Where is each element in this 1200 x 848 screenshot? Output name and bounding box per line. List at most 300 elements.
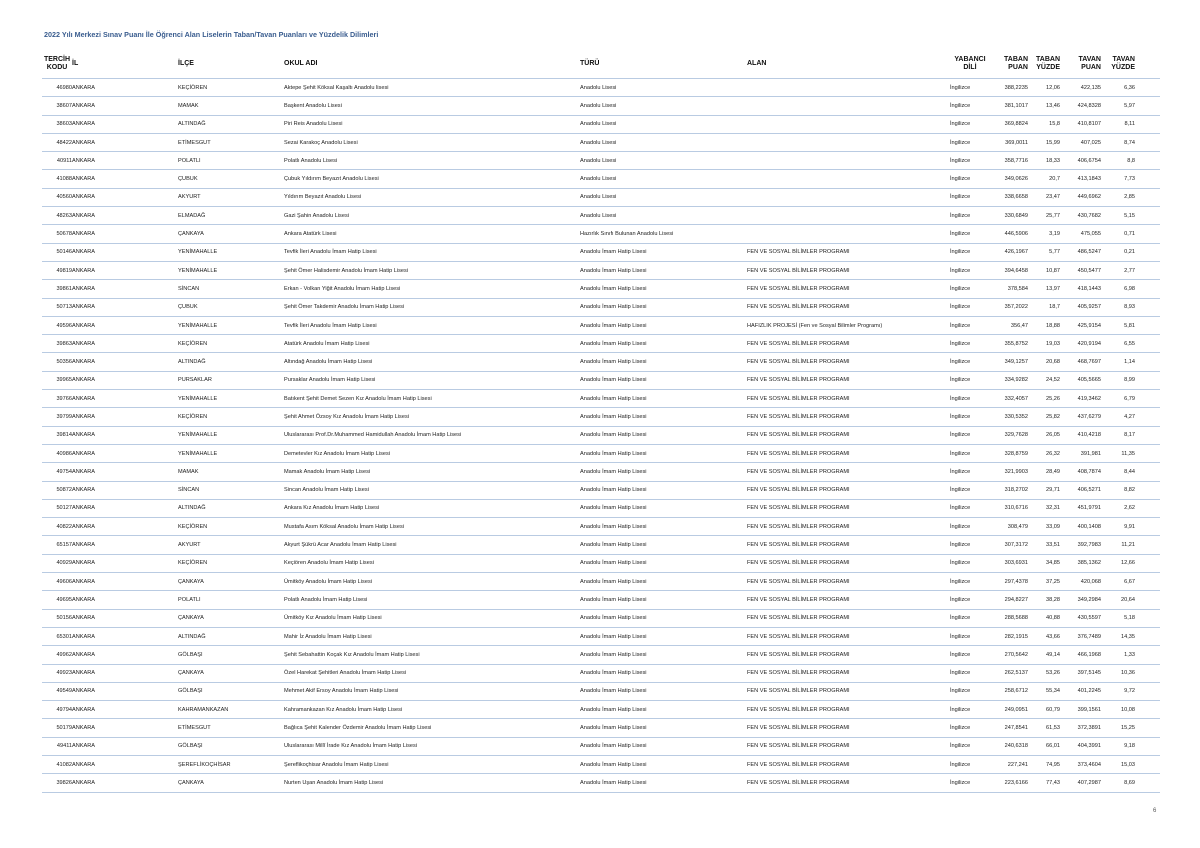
cell-turu: Anadolu İmam Hatip Lisesi [580,463,747,481]
cell-padding [1135,573,1160,591]
cell-okul: Özel Harekat Şehitleri Anadolu İmam Hatip Lisesi [284,664,580,682]
header-alan: ALAN [747,60,767,67]
cell-turu: Anadolu Lisesi [580,115,747,133]
cell-turu: Anadolu İmam Hatip Lisesi [580,755,747,773]
cell-dil: İngilizce [950,591,990,609]
cell-padding [1135,701,1160,719]
cell-okul: Atatürk Anadolu İmam Hatip Lisesi [284,335,580,353]
cell-kod: 49794 [42,701,72,719]
cell-okul: Tevfik İleri Anadolu İmam Hatip Lisesi [284,316,580,334]
cell-taban-puan: 358,7716 [990,152,1028,170]
cell-okul: Ankara Atatürk Lisesi [284,225,580,243]
cell-tavan-puan: 399,1561 [1060,701,1101,719]
cell-taban-puan: 223,6166 [990,774,1028,792]
cell-alan: FEN VE SOSYAL BİLİMLER PROGRAMI [747,627,950,645]
cell-taban-puan: 338,6658 [990,188,1028,206]
cell-padding [1135,170,1160,188]
table-row [42,664,1160,682]
cell-ilce: ÇANKAYA [178,664,284,682]
cell-turu: Anadolu İmam Hatip Lisesi [580,682,747,700]
cell-il: ANKARA [72,536,178,554]
table-row [42,737,1160,755]
cell-taban-puan: 247,8541 [990,719,1028,737]
cell-padding [1135,79,1160,97]
cell-alan: FEN VE SOSYAL BİLİMLER PROGRAMI [747,353,950,371]
cell-taban-yuzde: 60,79 [1028,701,1060,719]
cell-tavan-puan: 450,5477 [1060,261,1101,279]
cell-padding [1135,664,1160,682]
cell-turu: Anadolu İmam Hatip Lisesi [580,499,747,517]
cell-padding [1135,554,1160,572]
cell-ilce: MAMAK [178,97,284,115]
cell-dil: İngilizce [950,627,990,645]
cell-turu: Anadolu İmam Hatip Lisesi [580,664,747,682]
cell-okul: Keçiören Anadolu İmam Hatip Lisesi [284,554,580,572]
cell-taban-puan: 332,4057 [990,390,1028,408]
cell-taban-puan: 321,9903 [990,463,1028,481]
cell-alan: FEN VE SOSYAL BİLİMLER PROGRAMI [747,755,950,773]
cell-tavan-yuzde: 11,21 [1101,536,1135,554]
cell-kod: 49596 [42,316,72,334]
cell-il: ANKARA [72,353,178,371]
cell-dil: İngilizce [950,536,990,554]
cell-alan: FEN VE SOSYAL BİLİMLER PROGRAMI [747,554,950,572]
cell-alan [747,207,950,225]
cell-ilce: AKYURT [178,188,284,206]
cell-tavan-yuzde: 8,82 [1101,481,1135,499]
cell-tavan-yuzde: 14,35 [1101,627,1135,645]
cell-taban-yuzde: 32,31 [1028,499,1060,517]
cell-il: ANKARA [72,701,178,719]
cell-ilce: YENİMAHALLE [178,261,284,279]
cell-okul: Çubuk Yıldırım Beyazıt Anadolu Lisesi [284,170,580,188]
cell-taban-puan: 349,0626 [990,170,1028,188]
cell-dil: İngilizce [950,261,990,279]
cell-alan: HAFIZLIK PROJESİ (Fen ve Sosyal Bilimler Programı) [747,316,950,334]
cell-il: ANKARA [72,261,178,279]
cell-kod: 50713 [42,298,72,316]
cell-taban-yuzde: 33,09 [1028,518,1060,536]
cell-il: ANKARA [72,463,178,481]
cell-taban-yuzde: 13,97 [1028,280,1060,298]
cell-padding [1135,298,1160,316]
cell-alan: FEN VE SOSYAL BİLİMLER PROGRAMI [747,444,950,462]
cell-alan: FEN VE SOSYAL BİLİMLER PROGRAMI [747,261,950,279]
cell-il: ANKARA [72,646,178,664]
header-tavan-yuzde-line1: TAVAN [1112,56,1135,63]
cell-alan [747,152,950,170]
cell-tavan-puan: 420,068 [1060,573,1101,591]
cell-turu: Anadolu İmam Hatip Lisesi [580,243,747,261]
cell-dil: İngilizce [950,335,990,353]
cell-il: ANKARA [72,152,178,170]
cell-padding [1135,316,1160,334]
cell-kod: 40986 [42,444,72,462]
table-row [42,518,1160,536]
cell-il: ANKARA [72,390,178,408]
cell-tavan-puan: 430,5597 [1060,609,1101,627]
cell-dil: İngilizce [950,243,990,261]
cell-tavan-yuzde: 8,99 [1101,371,1135,389]
cell-taban-yuzde: 10,87 [1028,261,1060,279]
cell-taban-yuzde: 15,99 [1028,133,1060,151]
cell-kod: 50179 [42,719,72,737]
cell-okul: Erkan - Volkan Yiğit Anadolu İmam Hatip Lisesi [284,280,580,298]
cell-tavan-puan: 408,7874 [1060,463,1101,481]
cell-taban-yuzde: 43,66 [1028,627,1060,645]
cell-taban-puan: 310,6716 [990,499,1028,517]
cell-kod: 65157 [42,536,72,554]
cell-tavan-yuzde: 2,85 [1101,188,1135,206]
cell-dil: İngilizce [950,225,990,243]
cell-turu: Anadolu Lisesi [580,79,747,97]
cell-taban-puan: 282,1915 [990,627,1028,645]
cell-taban-yuzde: 25,77 [1028,207,1060,225]
cell-taban-puan: 369,0011 [990,133,1028,151]
table-row [42,682,1160,700]
cell-il: ANKARA [72,371,178,389]
cell-kod: 39861 [42,280,72,298]
cell-ilce: ŞEREFLİKOÇHİSAR [178,755,284,773]
cell-kod: 50356 [42,353,72,371]
cell-padding [1135,188,1160,206]
cell-taban-puan: 307,3172 [990,536,1028,554]
cell-taban-yuzde: 33,51 [1028,536,1060,554]
cell-taban-yuzde: 25,26 [1028,390,1060,408]
header-tavan-puan-line1: TAVAN [1078,56,1101,63]
schools-table [42,79,1160,793]
cell-alan: FEN VE SOSYAL BİLİMLER PROGRAMI [747,701,950,719]
cell-il: ANKARA [72,664,178,682]
cell-dil: İngilizce [950,518,990,536]
cell-taban-yuzde: 55,34 [1028,682,1060,700]
table-row [42,536,1160,554]
cell-kod: 40929 [42,554,72,572]
cell-il: ANKARA [72,573,178,591]
cell-dil: İngilizce [950,444,990,462]
cell-ilce: ALTINDAĞ [178,353,284,371]
cell-ilce: KEÇİÖREN [178,554,284,572]
table-row [42,554,1160,572]
cell-tavan-yuzde: 0,71 [1101,225,1135,243]
cell-tavan-yuzde: 9,72 [1101,682,1135,700]
cell-kod: 39863 [42,335,72,353]
cell-padding [1135,682,1160,700]
cell-kod: 50127 [42,499,72,517]
cell-taban-yuzde: 28,49 [1028,463,1060,481]
cell-taban-yuzde: 40,88 [1028,609,1060,627]
cell-tavan-yuzde: 5,18 [1101,609,1135,627]
cell-taban-yuzde: 29,71 [1028,481,1060,499]
cell-ilce: ÇANKAYA [178,225,284,243]
table-row [42,755,1160,773]
header-okul-adi: OKUL ADI [284,60,318,67]
cell-tavan-yuzde: 4,27 [1101,408,1135,426]
cell-tavan-puan: 400,1408 [1060,518,1101,536]
cell-kod: 49962 [42,646,72,664]
cell-alan: FEN VE SOSYAL BİLİMLER PROGRAMI [747,609,950,627]
cell-alan: FEN VE SOSYAL BİLİMLER PROGRAMI [747,463,950,481]
cell-taban-puan: 308,479 [990,518,1028,536]
cell-alan: FEN VE SOSYAL BİLİMLER PROGRAMI [747,536,950,554]
cell-dil: İngilizce [950,79,990,97]
cell-kod: 39799 [42,408,72,426]
cell-padding [1135,97,1160,115]
cell-dil: İngilizce [950,408,990,426]
cell-tavan-puan: 406,5271 [1060,481,1101,499]
cell-taban-yuzde: 24,52 [1028,371,1060,389]
table-row [42,188,1160,206]
cell-taban-yuzde: 61,53 [1028,719,1060,737]
cell-tavan-yuzde: 2,77 [1101,261,1135,279]
cell-turu: Anadolu İmam Hatip Lisesi [580,335,747,353]
cell-ilce: GÖLBAŞI [178,646,284,664]
cell-turu: Anadolu Lisesi [580,207,747,225]
cell-turu: Anadolu İmam Hatip Lisesi [580,408,747,426]
cell-okul: Altındağ Anadolu İmam Hatip Lisesi [284,353,580,371]
cell-turu: Anadolu İmam Hatip Lisesi [580,646,747,664]
cell-turu: Anadolu İmam Hatip Lisesi [580,737,747,755]
cell-okul: Tevfik İleri Anadolu İmam Hatip Lisesi [284,243,580,261]
cell-turu: Anadolu İmam Hatip Lisesi [580,591,747,609]
table-row [42,97,1160,115]
cell-okul: Pursaklar Anadolu İmam Hatip Lisesi [284,371,580,389]
cell-kod: 49411 [42,737,72,755]
cell-tavan-puan: 486,5247 [1060,243,1101,261]
cell-taban-puan: 330,6849 [990,207,1028,225]
cell-kod: 40560 [42,188,72,206]
cell-alan [747,79,950,97]
table-row [42,280,1160,298]
cell-taban-puan: 394,6458 [990,261,1028,279]
cell-tavan-puan: 373,4604 [1060,755,1101,773]
cell-dil: İngilizce [950,353,990,371]
cell-ilce: ETİMESGUT [178,133,284,151]
cell-taban-puan: 381,1017 [990,97,1028,115]
cell-ilce: SİNCAN [178,481,284,499]
table-row [42,609,1160,627]
cell-alan: FEN VE SOSYAL BİLİMLER PROGRAMI [747,591,950,609]
cell-kod: 46980 [42,79,72,97]
cell-okul: Mehmet Akif Ersoy Anadolu İmam Hatip Lisesi [284,682,580,700]
cell-okul: Mamak Anadolu İmam Hatip Lisesi [284,463,580,481]
cell-taban-yuzde: 37,25 [1028,573,1060,591]
cell-alan: FEN VE SOSYAL BİLİMLER PROGRAMI [747,682,950,700]
table-body [42,79,1160,792]
cell-taban-puan: 446,5906 [990,225,1028,243]
cell-taban-puan: 227,241 [990,755,1028,773]
cell-okul: Yıldırım Beyazıt Anadolu Lisesi [284,188,580,206]
cell-padding [1135,646,1160,664]
cell-kod: 38603 [42,115,72,133]
cell-alan [747,97,950,115]
cell-okul: Demetevler Kız Anadolu İmam Hatip Lisesi [284,444,580,462]
table-row [42,646,1160,664]
cell-il: ANKARA [72,591,178,609]
cell-taban-yuzde: 19,03 [1028,335,1060,353]
cell-okul: Uluslararası Prof.Dr.Muhammed Hamidullah Anadolu İmam Hatip Lisesi [284,426,580,444]
cell-tavan-puan: 406,6754 [1060,152,1101,170]
cell-padding [1135,737,1160,755]
cell-okul: Polatlı Anadolu Lisesi [284,152,580,170]
cell-dil: İngilizce [950,371,990,389]
document-title: 2022 Yılı Merkezi Sınav Puanı İle Öğrenci Alan Liselerin Taban/Tavan Puanları ve Yüzdelik Dilimleri [44,30,379,39]
cell-okul: Uluslararası Millî İrade Kız Anadolu İmam Hatip Lisesi [284,737,580,755]
header-yabanci-dili-line2: DİLİ [963,64,977,71]
cell-padding [1135,390,1160,408]
cell-ilce: YENİMAHALLE [178,316,284,334]
cell-dil: İngilizce [950,316,990,334]
header-taban-puan-line1: TABAN [1004,56,1028,63]
cell-dil: İngilizce [950,152,990,170]
cell-tavan-puan: 419,3462 [1060,390,1101,408]
header-turu: TÜRÜ [580,60,600,67]
cell-tavan-puan: 418,1443 [1060,280,1101,298]
cell-il: ANKARA [72,115,178,133]
cell-tavan-yuzde: 10,08 [1101,701,1135,719]
cell-dil: İngilizce [950,719,990,737]
cell-il: ANKARA [72,737,178,755]
table-row [42,152,1160,170]
cell-tavan-puan: 405,9257 [1060,298,1101,316]
cell-taban-yuzde: 26,32 [1028,444,1060,462]
cell-kod: 39826 [42,774,72,792]
cell-tavan-yuzde: 6,79 [1101,390,1135,408]
cell-alan: FEN VE SOSYAL BİLİMLER PROGRAMI [747,664,950,682]
cell-dil: İngilizce [950,426,990,444]
cell-padding [1135,518,1160,536]
cell-tavan-yuzde: 15,25 [1101,719,1135,737]
cell-alan: FEN VE SOSYAL BİLİMLER PROGRAMI [747,298,950,316]
cell-kod: 50146 [42,243,72,261]
cell-kod: 49606 [42,573,72,591]
cell-tavan-yuzde: 8,74 [1101,133,1135,151]
cell-tavan-yuzde: 8,11 [1101,115,1135,133]
cell-alan: FEN VE SOSYAL BİLİMLER PROGRAMI [747,573,950,591]
cell-padding [1135,591,1160,609]
cell-kod: 50678 [42,225,72,243]
table-row [42,627,1160,645]
table-row [42,115,1160,133]
cell-okul: Şehit Ahmet Özsoy Kız Anadolu İmam Hatip Lisesi [284,408,580,426]
cell-tavan-puan: 410,4218 [1060,426,1101,444]
cell-okul: Ümitköy Anadolu İmam Hatip Lisesi [284,573,580,591]
cell-tavan-yuzde: 7,73 [1101,170,1135,188]
cell-il: ANKARA [72,719,178,737]
cell-dil: İngilizce [950,481,990,499]
cell-turu: Anadolu Lisesi [580,152,747,170]
cell-taban-yuzde: 5,77 [1028,243,1060,261]
cell-tavan-puan: 391,981 [1060,444,1101,462]
cell-dil: İngilizce [950,280,990,298]
cell-turu: Anadolu İmam Hatip Lisesi [580,719,747,737]
table-row [42,463,1160,481]
cell-dil: İngilizce [950,188,990,206]
cell-kod: 50156 [42,609,72,627]
cell-tavan-yuzde: 5,81 [1101,316,1135,334]
cell-taban-puan: 369,8824 [990,115,1028,133]
cell-okul: Sincan Anadolu İmam Hatip Lisesi [284,481,580,499]
cell-taban-yuzde: 18,88 [1028,316,1060,334]
cell-taban-puan: 240,6318 [990,737,1028,755]
table-row [42,774,1160,792]
cell-turu: Anadolu İmam Hatip Lisesi [580,280,747,298]
cell-ilce: KEÇİÖREN [178,79,284,97]
cell-tavan-yuzde: 15,03 [1101,755,1135,773]
cell-turu: Anadolu İmam Hatip Lisesi [580,353,747,371]
cell-okul: Ankara Kız Anadolu İmam Hatip Lisesi [284,499,580,517]
cell-kod: 49754 [42,463,72,481]
table-row [42,390,1160,408]
cell-turu: Anadolu İmam Hatip Lisesi [580,554,747,572]
cell-il: ANKARA [72,97,178,115]
cell-tavan-yuzde: 12,66 [1101,554,1135,572]
cell-padding [1135,371,1160,389]
cell-kod: 65301 [42,627,72,645]
table-row [42,591,1160,609]
table-row [42,243,1160,261]
cell-il: ANKARA [72,408,178,426]
cell-kod: 38607 [42,97,72,115]
cell-tavan-puan: 468,7697 [1060,353,1101,371]
cell-il: ANKARA [72,554,178,572]
cell-okul: Başkent Anadolu Lisesi [284,97,580,115]
cell-kod: 39965 [42,371,72,389]
header-tercih-kodu-line1: TERCİH [43,56,71,63]
cell-taban-yuzde: 23,47 [1028,188,1060,206]
cell-il: ANKARA [72,207,178,225]
cell-okul: Mahir İz Anadolu İmam Hatip Lisesi [284,627,580,645]
cell-ilce: ALTINDAĞ [178,627,284,645]
cell-padding [1135,408,1160,426]
cell-kod: 48263 [42,207,72,225]
cell-ilce: ALTINDAĞ [178,115,284,133]
cell-il: ANKARA [72,133,178,151]
cell-padding [1135,243,1160,261]
header-il: İL [72,60,79,67]
cell-tavan-puan: 407,025 [1060,133,1101,151]
table-header [0,56,1200,78]
cell-ilce: AKYURT [178,536,284,554]
cell-tavan-puan: 422,135 [1060,79,1101,97]
cell-ilce: ALTINDAĞ [178,499,284,517]
table-row [42,79,1160,97]
table-row [42,335,1160,353]
cell-il: ANKARA [72,682,178,700]
cell-padding [1135,536,1160,554]
cell-dil: İngilizce [950,573,990,591]
cell-padding [1135,280,1160,298]
cell-taban-puan: 388,2235 [990,79,1028,97]
cell-padding [1135,152,1160,170]
cell-dil: İngilizce [950,755,990,773]
cell-taban-yuzde: 20,68 [1028,353,1060,371]
cell-okul: Gazi Şahin Anadolu Lisesi [284,207,580,225]
cell-dil: İngilizce [950,554,990,572]
cell-okul: Polatlı Anadolu İmam Hatip Lisesi [284,591,580,609]
cell-dil: İngilizce [950,97,990,115]
cell-taban-puan: 329,7628 [990,426,1028,444]
cell-padding [1135,609,1160,627]
table-row [42,225,1160,243]
header-taban-puan-line2: PUAN [1008,64,1028,71]
cell-alan: FEN VE SOSYAL BİLİMLER PROGRAMI [747,335,950,353]
cell-taban-puan: 318,2702 [990,481,1028,499]
cell-alan: FEN VE SOSYAL BİLİMLER PROGRAMI [747,408,950,426]
cell-kod: 49695 [42,591,72,609]
cell-tavan-puan: 404,3991 [1060,737,1101,755]
cell-tavan-puan: 413,1843 [1060,170,1101,188]
